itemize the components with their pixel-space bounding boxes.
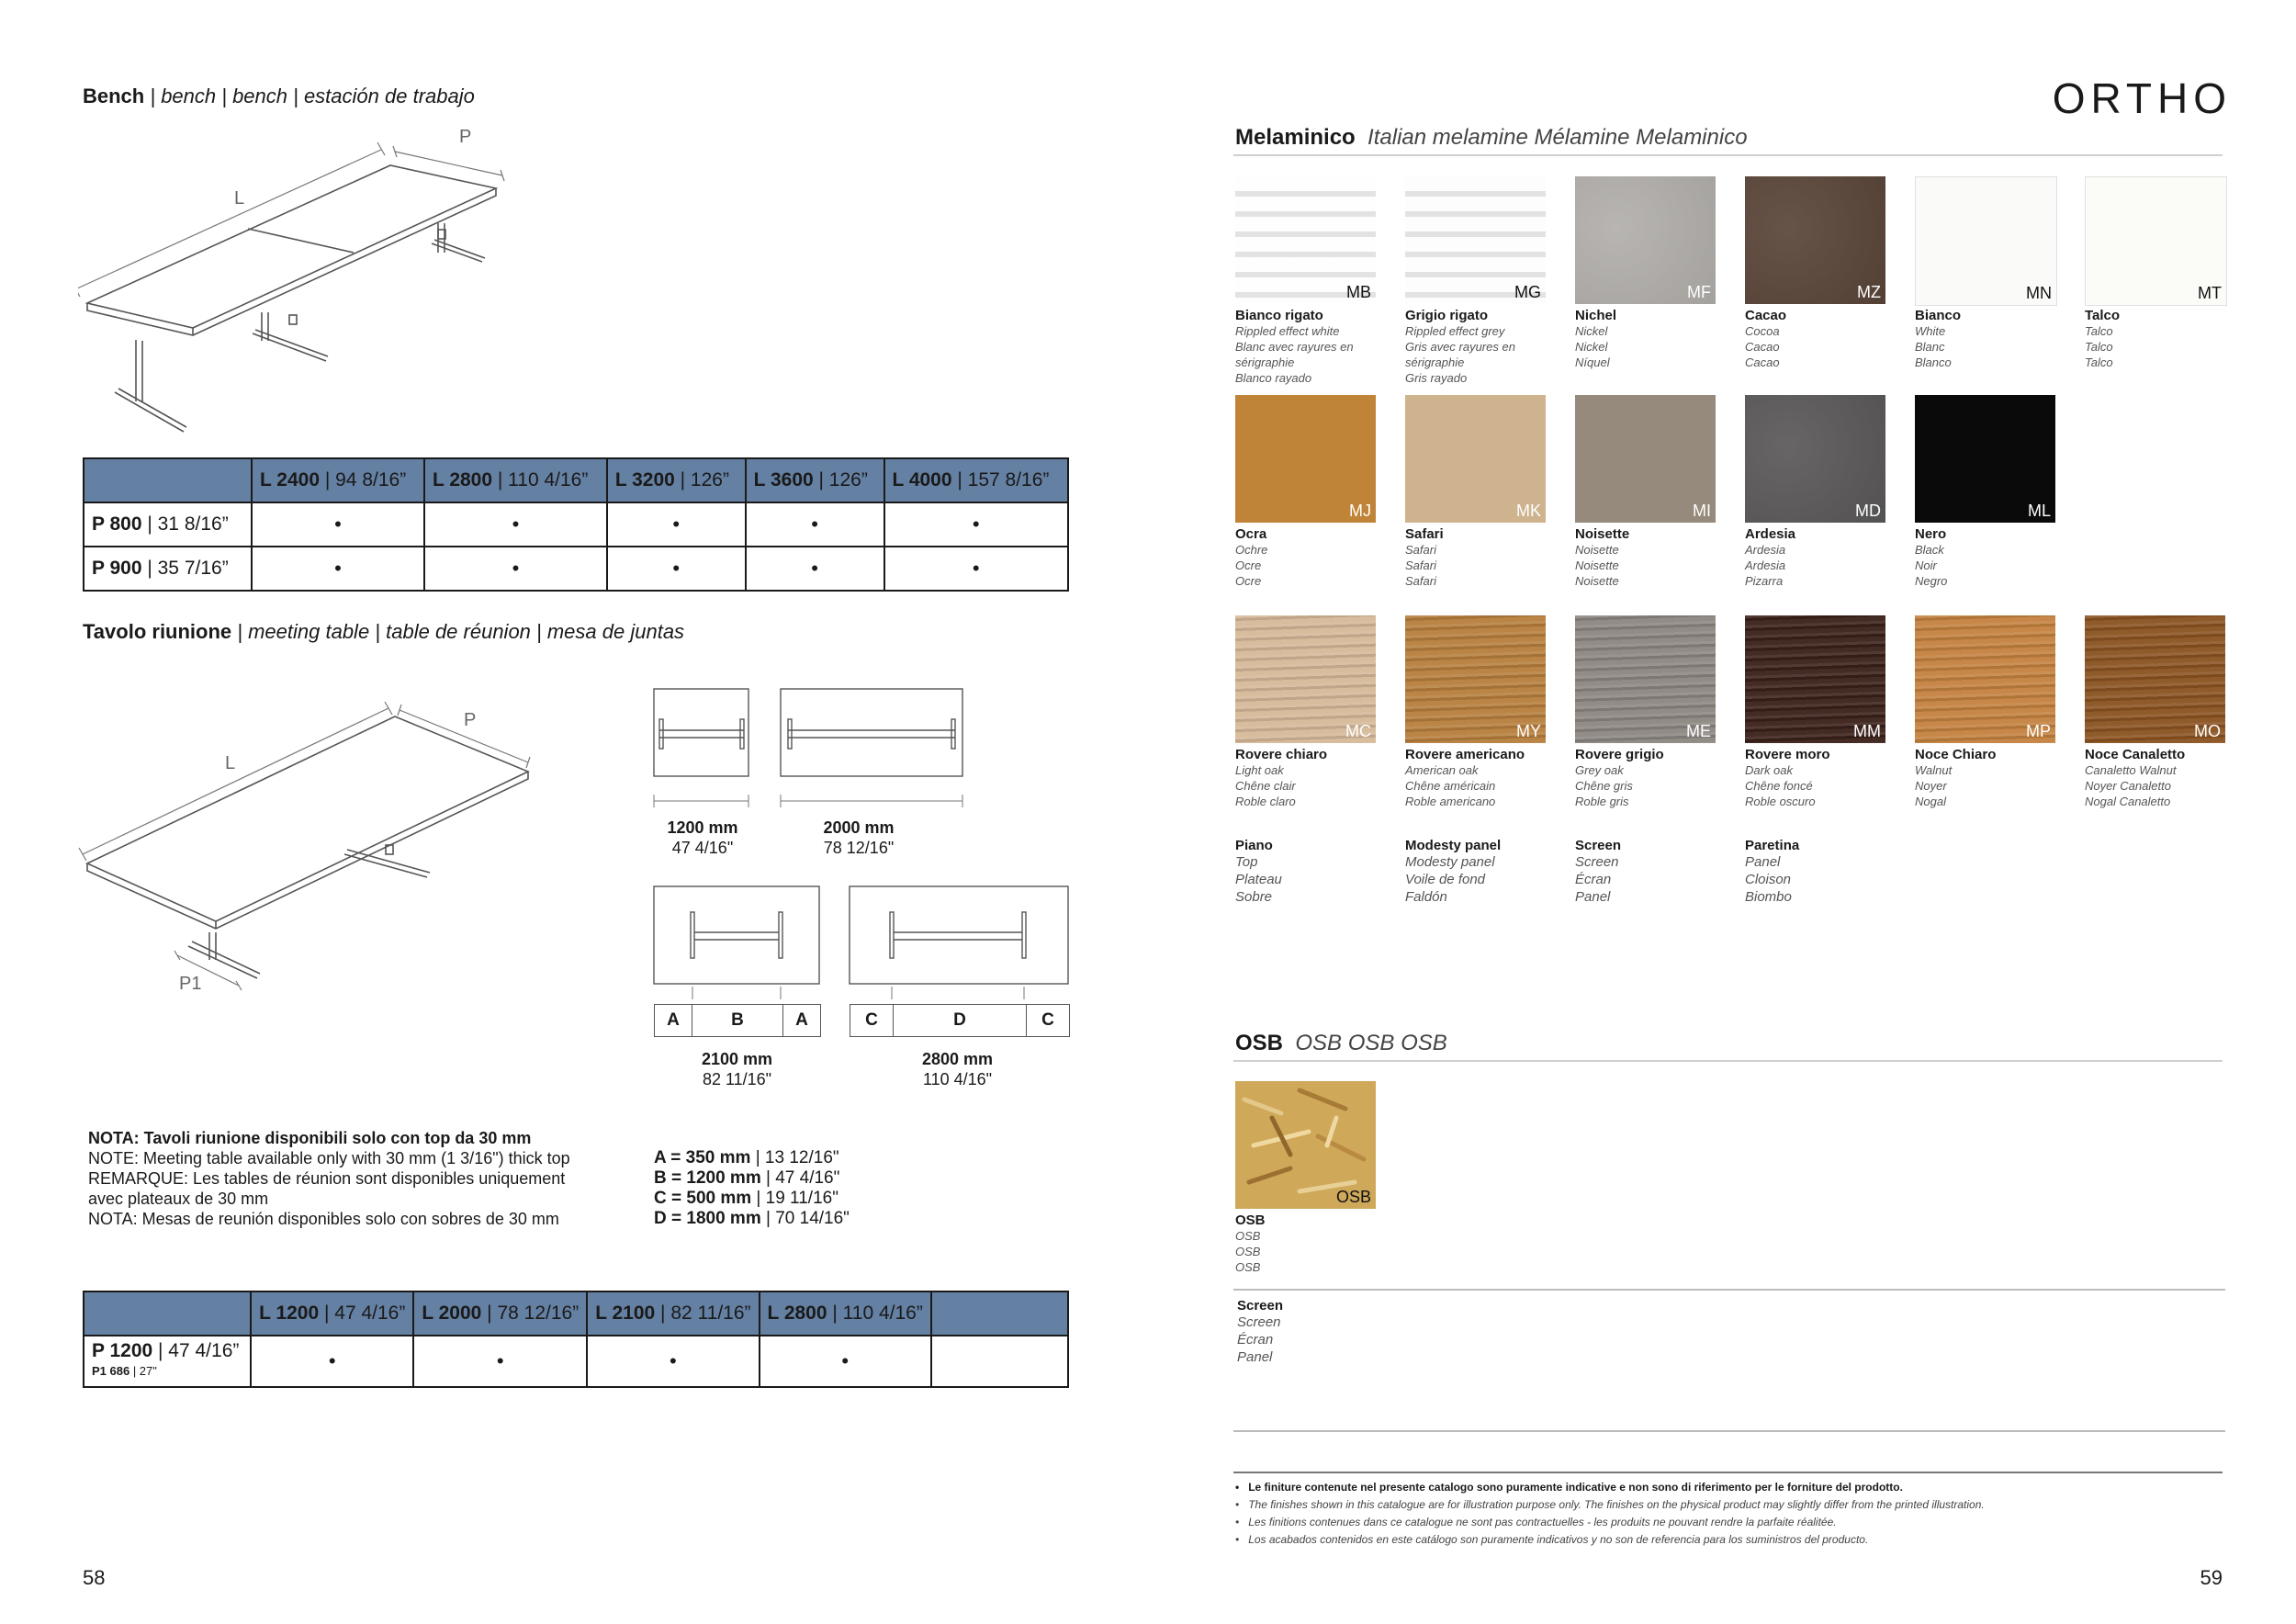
- usage-item: [1405, 838, 1575, 906]
- table-cell: •: [746, 547, 884, 591]
- usage-translation: Plateau: [1235, 872, 1282, 887]
- swatch-name: OSB: [1235, 1212, 1266, 1228]
- swatch-translation: Noisette: [1575, 543, 1619, 557]
- swatch-translation: Cocoa: [1745, 324, 1780, 338]
- plan-label-2000: 2000 mm 78 12/16": [823, 818, 895, 857]
- usage-translation: Modesty panel: [1405, 854, 1495, 870]
- section-divider: [1233, 1430, 2225, 1432]
- bench-subtitle: | bench | bench | estación de trabajo: [144, 85, 475, 107]
- swatch-code: MN: [2026, 284, 2052, 302]
- swatch-caption: [2085, 747, 2255, 809]
- swatch-code: MY: [1516, 722, 1541, 740]
- swatch-caption: [1745, 308, 1915, 370]
- swatch-translation: Chêne clair: [1235, 779, 1296, 793]
- swatch-translation: Dark oak: [1745, 763, 1794, 777]
- table-cell: •: [424, 502, 607, 547]
- plan-label-1200: 1200 mm 47 4/16": [667, 818, 738, 857]
- section-divider: [1233, 1060, 2223, 1062]
- swatch-name: Ardesia: [1745, 526, 1796, 542]
- measure-item: A = 350 mm | 13 12/16": [654, 1148, 839, 1167]
- swatch-translation: Canaletto Walnut: [2085, 763, 2177, 777]
- usage-translation: Screen: [1575, 854, 1619, 870]
- swatch-caption: [1745, 747, 1915, 809]
- disclaimer-line: • Los acabados contenidos en este catálogo son puramente indicativos y no son de referencia para los suministros del producto.: [1235, 1533, 1869, 1546]
- swatch-translation: Chêne gris: [1575, 779, 1633, 793]
- table-header-cell: L 4000 | 157 8/16”: [884, 458, 1068, 502]
- swatch-code: MG: [1514, 283, 1541, 301]
- table-cell: •: [884, 502, 1068, 547]
- melamine-subtitle: Italian melamine Mélamine Melaminico: [1367, 125, 1748, 150]
- section-divider: [1233, 154, 2223, 156]
- swatch-name: Rovere chiaro: [1235, 747, 1328, 762]
- swatch-name: Rovere grigio: [1575, 747, 1664, 762]
- swatch-translation: Nickel: [1575, 324, 1608, 338]
- swatch-code: MI: [1693, 502, 1711, 520]
- bench-title: Bench: [83, 85, 145, 107]
- swatch-translation: Cacao: [1745, 355, 1780, 369]
- swatch-translation: Ochre: [1235, 543, 1268, 557]
- swatch-translation: Talco: [2085, 340, 2113, 354]
- table-corner-cell: [84, 458, 252, 502]
- disclaimer-line: • Les finitions contenues dans ce catalogue ne sont pas contractuelles - les produits ne pouvant rendre la parfaite réalitée.: [1235, 1516, 1837, 1528]
- table-cell: •: [607, 547, 746, 591]
- table-header-cell: L 2000 | 78 12/16”: [413, 1291, 587, 1336]
- swatch-name: Cacao: [1745, 308, 1787, 323]
- finish-swatch: [1405, 176, 1546, 304]
- swatch-translation: Negro: [1915, 574, 1948, 588]
- table-cell: •: [424, 547, 607, 591]
- plan-views-bottom: [643, 882, 1075, 1010]
- finish-swatch: [1745, 615, 1885, 743]
- swatch-name: Nichel: [1575, 308, 1617, 323]
- swatch-caption: [1405, 308, 1575, 386]
- swatch-name: Safari: [1405, 526, 1444, 542]
- swatch-caption: [1575, 747, 1745, 809]
- meeting-label-p: P: [464, 710, 477, 730]
- swatch-translation: Roble americano: [1405, 795, 1496, 808]
- swatch-caption: [1745, 526, 1915, 589]
- bench-heading: [83, 85, 475, 108]
- swatch-code: MJ: [1349, 502, 1371, 520]
- note-line: NOTE: Meeting table available only with 30 mm (1 3/16") thick top: [88, 1149, 570, 1167]
- note-line: NOTA: Mesas de reunión disponibles solo con sobres de 30 mm: [88, 1210, 559, 1228]
- usage-translation: Voile de fond: [1405, 872, 1486, 887]
- swatch-translation: Safari: [1405, 574, 1436, 588]
- swatch-code: MP: [2026, 722, 2051, 740]
- swatch-translation: Grey oak: [1575, 763, 1624, 777]
- bench-drawing: [78, 115, 510, 436]
- note-line: avec plateaux de 30 mm: [88, 1190, 269, 1208]
- table-header-cell: L 3600 | 126”: [746, 458, 884, 502]
- finish-swatch: [1745, 395, 1885, 523]
- table-cell: •: [587, 1336, 759, 1387]
- meeting-table-drawing: [78, 694, 537, 997]
- osb-title: OSB: [1235, 1031, 1284, 1055]
- swatch-name: Ocra: [1235, 526, 1267, 542]
- swatch-translation: Cacao: [1745, 340, 1780, 354]
- note-line: REMARQUE: Les tables de réunion sont disponibles uniquement: [88, 1169, 566, 1188]
- swatch-code: MT: [2198, 284, 2222, 302]
- swatch-code: MB: [1346, 283, 1371, 301]
- swatch-translation: Nogal: [1915, 795, 1946, 808]
- row-header-cell: P 800 | 31 8/16”: [84, 502, 252, 547]
- swatch-name: Talco: [2085, 308, 2121, 323]
- table-header-row: [84, 1291, 1068, 1336]
- swatch-name: Noce Canaletto: [2085, 747, 2186, 762]
- finish-swatch: [1405, 615, 1546, 743]
- table-row: [84, 1336, 1068, 1387]
- table-header-cell: L 2400 | 94 8/16”: [252, 458, 424, 502]
- osb-heading: [1235, 1031, 1447, 1056]
- swatch-translation: Light oak: [1235, 763, 1284, 777]
- swatch-name: Grigio rigato: [1405, 308, 1488, 323]
- swatch-code: ME: [1686, 722, 1711, 740]
- usage-translation: Écran: [1575, 872, 1612, 887]
- swatch-translation: Noyer: [1915, 779, 1947, 793]
- finish-swatch: [1915, 176, 2057, 306]
- swatch-translation: Roble oscuro: [1745, 795, 1816, 808]
- table-cell: •: [252, 547, 424, 591]
- meeting-heading: [83, 620, 684, 644]
- segment-c: C: [850, 1005, 894, 1036]
- swatch-caption: [1575, 308, 1745, 370]
- table-row: [84, 502, 1068, 547]
- usage-translation: Biombo: [1745, 889, 1792, 905]
- table-header-cell: [931, 1291, 1068, 1336]
- meeting-subtitle: | meeting table | table de réunion | mesa de juntas: [231, 620, 685, 643]
- table-corner-cell: [84, 1291, 251, 1336]
- usage-name: Modesty panel: [1405, 838, 1502, 853]
- finish-swatch: [1575, 395, 1716, 523]
- usage-item: [1575, 838, 1745, 906]
- section-divider: [1233, 1289, 2225, 1291]
- swatch-translation: Noisette: [1575, 558, 1619, 572]
- table-cell: •: [884, 547, 1068, 591]
- finish-swatch: [1405, 395, 1546, 523]
- table-cell: [931, 1336, 1068, 1387]
- swatch-translation: Ardesia: [1745, 558, 1786, 572]
- table-cell: •: [746, 502, 884, 547]
- swatch-translation: Gris rayado: [1405, 371, 1468, 385]
- swatch-translation: Nickel: [1575, 340, 1608, 354]
- table-cell: •: [607, 502, 746, 547]
- usage-translation: Faldón: [1405, 889, 1447, 905]
- melamine-heading: [1235, 125, 1748, 151]
- usage-translation: Panel: [1575, 889, 1611, 905]
- segment-b: B: [692, 1005, 783, 1036]
- plan-label-2100: 2100 mm 82 11/16": [701, 1050, 773, 1088]
- plan-views-top: [643, 684, 1075, 813]
- table-row: [84, 547, 1068, 591]
- table-header-cell: L 3200 | 126”: [607, 458, 746, 502]
- swatch-translation: Rippled effect white: [1235, 324, 1340, 338]
- usage-name: Paretina: [1745, 838, 1800, 853]
- finish-swatch: [1915, 395, 2055, 523]
- disclaimer-line: • The finishes shown in this catalogue are for illustration purpose only. The finishes on the physical product may slightly differ from the printed illustration.: [1235, 1498, 1985, 1511]
- swatch-caption: [1915, 747, 2085, 809]
- usage-translation: Panel: [1237, 1349, 1273, 1365]
- table-cell: •: [760, 1336, 931, 1387]
- usage-name: Screen: [1237, 1298, 1284, 1314]
- swatch-name: Bianco rigato: [1235, 308, 1323, 323]
- swatch-translation: Ardesia: [1745, 543, 1786, 557]
- segment-row-cdc: [850, 1004, 1070, 1037]
- table-cell: •: [413, 1336, 587, 1387]
- swatch-translation: Walnut: [1915, 763, 1953, 777]
- swatch-caption: [1235, 308, 1405, 386]
- swatch-translation: Black: [1915, 543, 1944, 557]
- usage-translation: Screen: [1237, 1314, 1281, 1330]
- swatch-caption: [1915, 526, 2085, 589]
- swatch-name: Bianco: [1915, 308, 1962, 323]
- swatch-code: MZ: [1857, 283, 1881, 301]
- swatch-translation: Blanc avec rayures en sérigraphie: [1235, 340, 1354, 369]
- segment-c: C: [1041, 1010, 1054, 1030]
- swatch-caption: [1405, 526, 1575, 589]
- swatch-caption: [2085, 308, 2255, 370]
- swatch-translation: Gris avec rayures en sérigraphie: [1405, 340, 1515, 369]
- swatch-translation: Blanco rayado: [1235, 371, 1312, 385]
- segment-row-abc: [654, 1004, 821, 1037]
- table-header-row: [84, 458, 1068, 502]
- swatch-caption: [1915, 308, 2085, 370]
- swatch-translation: OSB: [1235, 1229, 1261, 1243]
- swatch-code: MD: [1855, 502, 1881, 520]
- swatch-translation: Rippled effect grey: [1405, 324, 1505, 338]
- finish-swatch: [1235, 615, 1376, 743]
- swatch-translation: Níquel: [1575, 355, 1610, 369]
- swatch-caption: [1235, 526, 1405, 589]
- swatch-translation: Ocre: [1235, 574, 1262, 588]
- plan-label-2800: 2800 mm 110 4/16": [921, 1050, 994, 1088]
- osb-usage: [1237, 1298, 1407, 1366]
- finish-swatch: [1575, 615, 1716, 743]
- usage-item: [1745, 838, 1915, 906]
- table-cell: •: [252, 502, 424, 547]
- swatch-name: Nero: [1915, 526, 1947, 542]
- swatch-code: MK: [1516, 502, 1541, 520]
- swatch-translation: Talco: [2085, 324, 2113, 338]
- usage-item: [1235, 838, 1405, 906]
- swatch-translation: Nogal Canaletto: [2085, 795, 2171, 808]
- swatch-translation: Blanc: [1915, 340, 1945, 354]
- measure-item: C = 500 mm | 19 11/16": [654, 1189, 838, 1208]
- swatch-code: MC: [1345, 722, 1371, 740]
- swatch-caption: [1575, 526, 1745, 589]
- meeting-note: [88, 1128, 639, 1229]
- meeting-label-p1: P1: [179, 974, 202, 994]
- measure-item: D = 1800 mm | 70 14/16": [654, 1209, 850, 1228]
- bench-size-table: [83, 457, 1069, 592]
- finish-swatch: [1235, 176, 1376, 304]
- page-number-left: 58: [83, 1566, 106, 1589]
- finish-swatch: [1235, 395, 1376, 523]
- swatch-name: Noce Chiaro: [1915, 747, 1997, 762]
- meeting-title: Tavolo riunione: [83, 620, 232, 643]
- swatch-translation: Safari: [1405, 543, 1436, 557]
- bench-label-p: P: [459, 127, 472, 147]
- swatch-translation: OSB: [1235, 1260, 1261, 1274]
- table-cell: •: [251, 1336, 413, 1387]
- swatch-translation: Safari: [1405, 558, 1436, 572]
- swatch-name: Rovere moro: [1745, 747, 1830, 762]
- swatch-translation: Roble claro: [1235, 795, 1296, 808]
- note-title: NOTA: Tavoli riunione disponibili solo con top da 30 mm: [88, 1129, 532, 1147]
- row-header-cell: P 1200 | 47 4/16” P1 686 | 27": [84, 1336, 251, 1387]
- measures-list: [654, 1148, 1040, 1229]
- swatch-translation: Noisette: [1575, 574, 1619, 588]
- measure-item: B = 1200 mm | 47 4/16": [654, 1168, 840, 1188]
- table-header-cell: L 2800 | 110 4/16”: [760, 1291, 931, 1336]
- melamine-title: Melaminico: [1235, 125, 1356, 150]
- usage-translation: Cloison: [1745, 872, 1792, 887]
- usage-translation: Panel: [1745, 854, 1781, 870]
- swatch-translation: American oak: [1405, 763, 1479, 777]
- swatch-code: MM: [1853, 722, 1881, 740]
- swatch-code: MO: [2194, 722, 2221, 740]
- finish-swatch: [1915, 615, 2055, 743]
- swatch-caption: [1235, 747, 1405, 809]
- disclaimer-line: • Le finiture contenute nel presente catalogo sono puramente indicative e non sono di riferimento per le forniture del prodotto.: [1235, 1481, 1903, 1494]
- swatch-translation: Talco: [2085, 355, 2113, 369]
- table-header-cell: L 2800 | 110 4/16”: [424, 458, 607, 502]
- finish-swatch: [2085, 615, 2225, 743]
- page-number-right: 59: [2200, 1566, 2223, 1589]
- swatch-translation: Pizarra: [1745, 574, 1784, 588]
- swatch-translation: Noir: [1915, 558, 1937, 572]
- swatch-translation: White: [1915, 324, 1946, 338]
- swatch-translation: Blanco: [1915, 355, 1952, 369]
- usage-translation: Écran: [1237, 1332, 1274, 1348]
- swatch-name: Rovere americano: [1405, 747, 1525, 762]
- usage-translation: Sobre: [1235, 889, 1273, 905]
- swatch-translation: Chêne américain: [1405, 779, 1496, 793]
- table-header-cell: L 1200 | 47 4/16”: [251, 1291, 413, 1336]
- row-header-cell: P 900 | 35 7/16”: [84, 547, 252, 591]
- swatch-translation: OSB: [1235, 1245, 1261, 1258]
- meeting-label-l: L: [225, 753, 236, 773]
- bench-label-l: L: [234, 188, 245, 209]
- swatch-caption: [1405, 747, 1575, 809]
- finish-swatch: [1575, 176, 1716, 304]
- usage-name: Screen: [1575, 838, 1622, 853]
- swatch-translation: Roble gris: [1575, 795, 1629, 808]
- finish-swatch: [2085, 176, 2227, 306]
- finish-swatch: [1745, 176, 1885, 304]
- swatch-translation: Noyer Canaletto: [2085, 779, 2171, 793]
- table-header-cell: L 2100 | 82 11/16”: [587, 1291, 759, 1336]
- disclaimer-divider: [1233, 1472, 2223, 1473]
- swatch-code: MF: [1687, 283, 1711, 301]
- segment-a: A: [655, 1005, 692, 1036]
- osb-caption: [1235, 1212, 1405, 1275]
- swatch-code: ML: [2027, 502, 2051, 520]
- meeting-size-table: [83, 1291, 1069, 1388]
- brand-logo: ORTHO: [2052, 74, 2232, 122]
- usage-name: Piano: [1235, 838, 1273, 853]
- swatch-code: OSB: [1335, 1188, 1371, 1206]
- segment-d: D: [894, 1005, 1027, 1036]
- disclaimer: [1235, 1479, 2223, 1549]
- swatch-name: Noisette: [1575, 526, 1630, 542]
- segment-a: A: [795, 1010, 808, 1030]
- swatch-translation: Chêne foncé: [1745, 779, 1813, 793]
- swatch-translation: Ocre: [1235, 558, 1262, 572]
- osb-subtitle: OSB OSB OSB: [1295, 1031, 1447, 1055]
- usage-translation: Top: [1235, 854, 1258, 870]
- osb-swatch: [1235, 1081, 1376, 1209]
